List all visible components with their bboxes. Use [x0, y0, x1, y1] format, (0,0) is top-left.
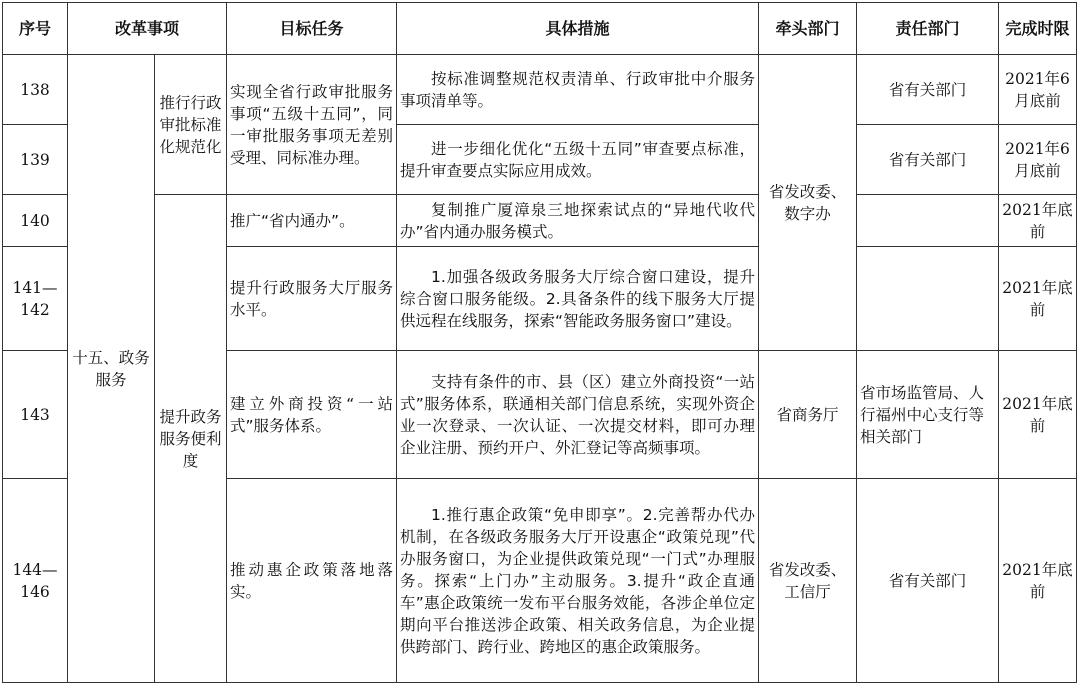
measure-cell: 1.加强各级政务服务大厅综合窗口建设，提升综合窗口服务能级。2.具备条件的线下服务大厅提供远程在线服务，探索“智能政务服务窗口”建设。	[397, 247, 759, 351]
target-cell: 建立外商投资“一站式”服务体系。	[227, 351, 397, 479]
measure-cell: 支持有条件的市、县（区）建立外商投资“一站式”服务体系，联通相关部门信息系统，实现外资企业一次登录、一次认证、一次提交材料，即可办理企业注册、预约开户、外汇登记等高频事项。	[397, 351, 759, 479]
row-seq: 143	[3, 351, 68, 479]
row-seq: 144—146	[3, 479, 68, 683]
header-row	[3, 3, 1077, 55]
reform-task-table	[2, 2, 1077, 683]
category-cell: 十五、政务服务	[68, 55, 155, 683]
lead-cell: 省商务厅	[759, 351, 857, 479]
table-row	[3, 195, 1077, 247]
resp-cell: 省有关部门	[857, 55, 999, 125]
header-deadline: 完成时限	[999, 3, 1077, 55]
subcategory-cell: 推行行政审批标准化规范化	[155, 55, 227, 195]
target-cell: 推动惠企政策落地落实。	[227, 479, 397, 683]
header-measures: 具体措施	[397, 3, 759, 55]
target-cell: 提升行政服务大厅服务水平。	[227, 247, 397, 351]
row-seq: 138	[3, 55, 68, 125]
measure-cell: 按标准调整规范权责清单、行政审批中介服务事项清单等。	[397, 55, 759, 125]
header-seq: 序号	[3, 3, 68, 55]
deadline-cell: 2021年底前	[999, 351, 1077, 479]
target-cell: 实现全省行政审批服务事项“五级十五同”，同一审批服务事项无差别受理、同标准办理。	[227, 55, 397, 195]
resp-cell: 省有关部门	[857, 125, 999, 195]
row-seq: 140	[3, 195, 68, 247]
deadline-cell: 2021年底前	[999, 479, 1077, 683]
header-lead: 牵头部门	[759, 3, 857, 55]
resp-cell	[857, 195, 999, 247]
resp-cell: 省市场监管局、人行福州中心支行等相关部门	[857, 351, 999, 479]
deadline-cell: 2021年底前	[999, 195, 1077, 247]
resp-cell	[857, 247, 999, 351]
row-seq: 141—142	[3, 247, 68, 351]
table-row	[3, 55, 1077, 125]
measure-cell: 复制推广厦漳泉三地探索试点的“异地代收代办”省内通办服务模式。	[397, 195, 759, 247]
header-reform: 改革事项	[68, 3, 227, 55]
measure-cell: 1.推行惠企政策“免申即享”。2.完善帮办代办机制，在各级政务服务大厅开设惠企“政策兑现”代办服务窗口，为企业提供政策兑现“一门式”办理服务。探索“上门办”主动服务。3.提升“政企直通车”惠企政策统一发布平台服务效能，各涉企单位定期向平台推送涉企政策、相关政务信息，为企业提供跨部门、跨行业、跨地区的惠企政策服务。	[397, 479, 759, 683]
deadline-cell: 2021年6月底前	[999, 125, 1077, 195]
measure-cell: 进一步细化优化“五级十五同”审查要点标准，提升审查要点实际应用成效。	[397, 125, 759, 195]
header-target: 目标任务	[227, 3, 397, 55]
deadline-cell: 2021年底前	[999, 247, 1077, 351]
subcategory-cell: 提升政务服务便利度	[155, 195, 227, 683]
row-seq: 139	[3, 125, 68, 195]
lead-cell: 省发改委、数字办	[759, 55, 857, 351]
lead-cell: 省发改委、工信厅	[759, 479, 857, 683]
deadline-cell: 2021年6月底前	[999, 55, 1077, 125]
resp-cell: 省有关部门	[857, 479, 999, 683]
target-cell: 推广“省内通办”。	[227, 195, 397, 247]
header-resp: 责任部门	[857, 3, 999, 55]
